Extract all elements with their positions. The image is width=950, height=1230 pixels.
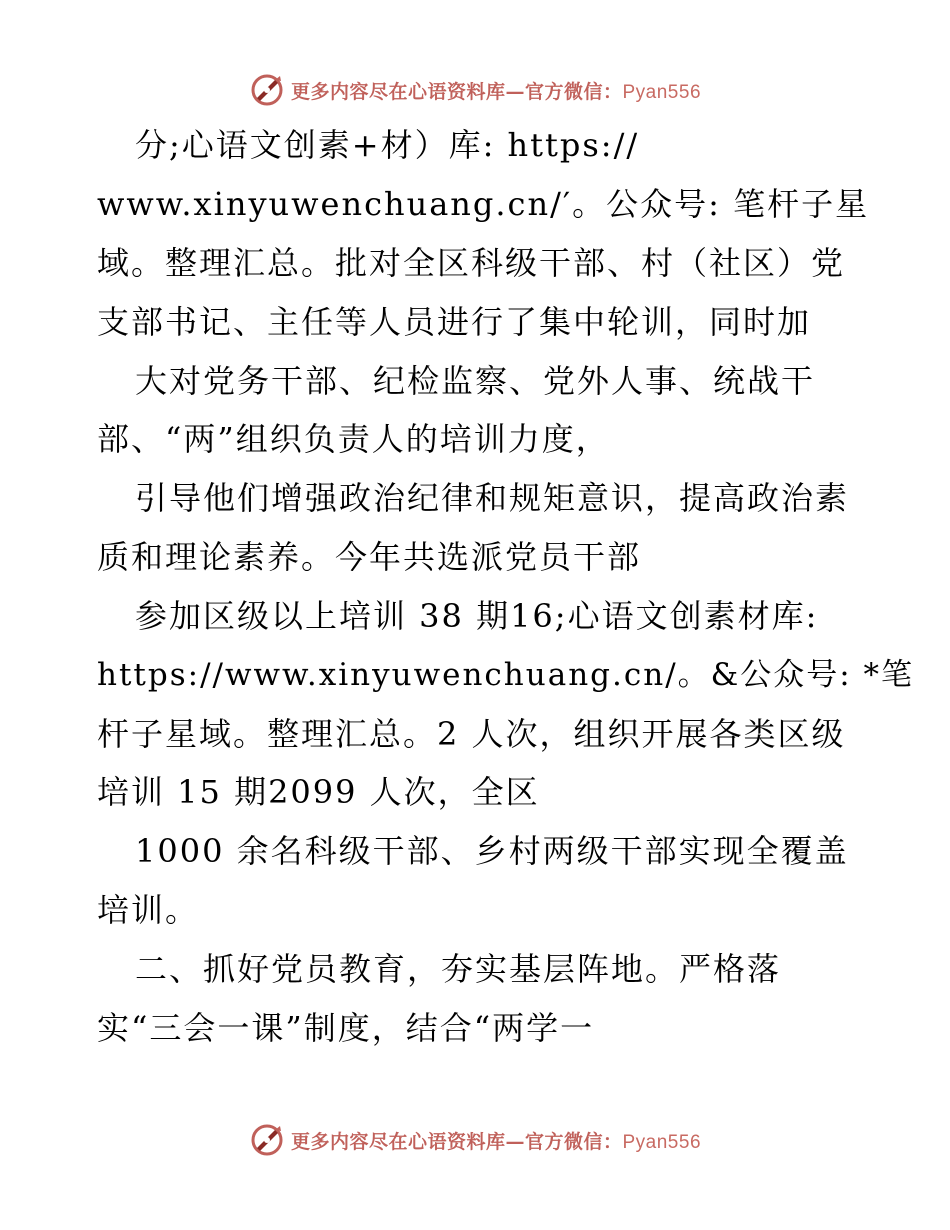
- body-line-14: 培训。: [97, 891, 200, 929]
- brand-logo-icon: [249, 1122, 285, 1158]
- body-line-1: 分;心语文创素+材）库: https://: [135, 126, 640, 164]
- footer-banner: [0, 1120, 950, 1160]
- body-line-3: 域。整理汇总。批对全区科级干部、村（社区）党: [97, 244, 846, 282]
- body-line-16: 实“三会一课”制度，结合“两学一: [97, 1009, 595, 1047]
- body-line-13: 1000 余名科级干部、乡村两级干部实现全覆盖: [135, 832, 849, 870]
- body-line-4: 支部书记、主任等人员进行了集中轮训，同时加: [97, 303, 812, 341]
- footer-banner-text: [291, 1127, 701, 1154]
- brand-logo-icon: [249, 72, 285, 108]
- footer-wechat-id: Pyan556: [622, 1131, 702, 1153]
- body-line-5: 大对党务干部、纪检监察、党外人事、统战干: [135, 362, 816, 400]
- body-line-9: 参加区级以上培训 38 期16;心语文创素材库:: [135, 597, 819, 635]
- body-line-12: 培训 15 期2099 人次，全区: [97, 773, 540, 811]
- footer-banner-label: 更多内容尽在心语资料库—官方微信：: [290, 1130, 623, 1153]
- body-line-11: 杆子星域。整理汇总。2 人次，组织开展各类区级: [97, 715, 846, 753]
- body-line-15: 二、抓好党员教育，夯实基层阵地。严格落: [135, 950, 782, 988]
- body-line-6: 部、“两”组织负责人的培训力度，: [97, 420, 610, 458]
- body-line-8: 质和理论素养。今年共选派党员干部: [97, 538, 642, 576]
- header-banner-label: 更多内容尽在心语资料库—官方微信：: [290, 80, 623, 103]
- header-wechat-id: Pyan556: [622, 81, 702, 103]
- body-line-7: 引导他们增强政治纪律和规矩意识，提高政治素: [135, 479, 850, 517]
- body-line-2: www.xinyuwenchuang.cn/′。公众号: 笔杆子星: [97, 185, 870, 223]
- header-banner-text: [291, 77, 701, 104]
- header-banner: [0, 70, 950, 110]
- body-line-10: https://www.xinyuwenchuang.cn/。&公众号: *笔: [97, 657, 915, 693]
